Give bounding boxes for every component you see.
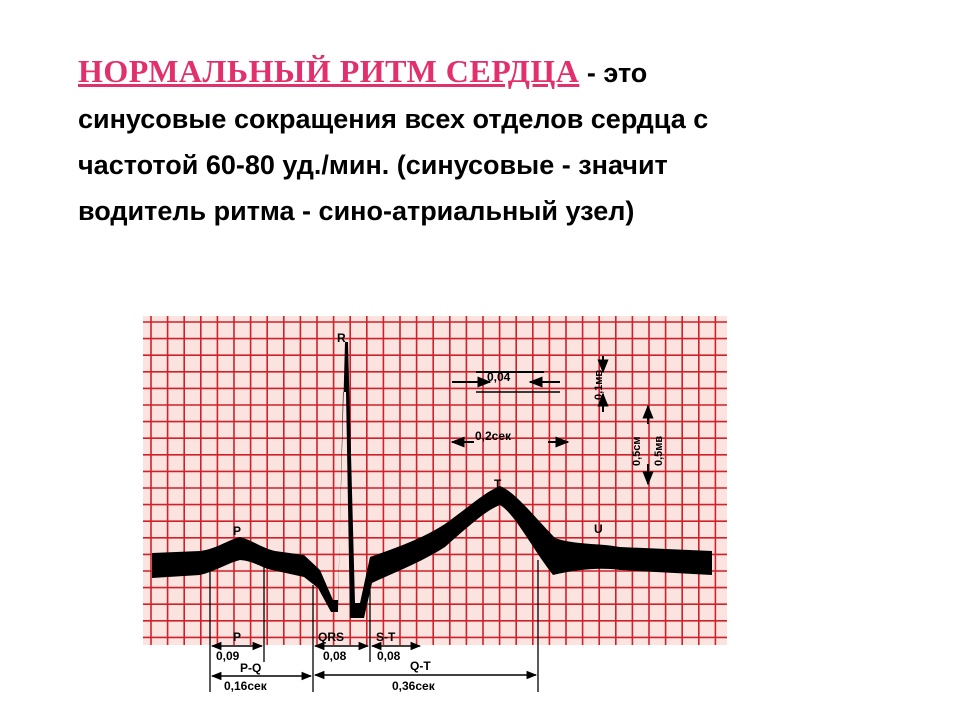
text-line-2: синусовые сокращения всех отделов сердца с xyxy=(78,104,709,134)
wave-label-r: R xyxy=(337,331,346,345)
wave-label-u: U xyxy=(594,522,603,536)
interval-pq-label: P-Q xyxy=(240,661,262,675)
ecg-paper xyxy=(143,316,727,645)
interval-st-value: 0,08 xyxy=(377,649,401,663)
interval-qt-label: Q-T xyxy=(410,659,431,673)
interval-pq-value: 0,16сек xyxy=(224,679,267,693)
interval-qrs-value: 0,08 xyxy=(323,649,347,663)
heading: НОРМАЛЬНЫЙ РИТМ СЕРДЦА xyxy=(78,53,580,89)
small-time-label: 0,04 xyxy=(487,370,511,384)
interval-st-label: S-T xyxy=(376,630,396,644)
large-cm-label: 0,5см xyxy=(631,436,643,466)
interval-qt-value: 0,36сек xyxy=(392,679,435,693)
large-time-label: 0,2сек xyxy=(475,429,512,443)
heading-suffix: - это xyxy=(579,58,648,88)
interval-qrs-label: QRS xyxy=(318,630,345,644)
small-voltage-label: 0,1мв xyxy=(593,369,605,400)
interval-p-label: P xyxy=(233,630,242,644)
text-line-4: водитель ритма - сино-атриальный узел) xyxy=(78,196,635,226)
text-line-3: частотой 60-80 уд./мин. (синусовые - значит xyxy=(78,150,668,180)
wave-label-p: P xyxy=(233,524,242,538)
large-mv-label: 0,5мв xyxy=(653,435,665,466)
interval-p-value: 0,09 xyxy=(216,649,240,663)
wave-label-t: T xyxy=(494,477,502,491)
